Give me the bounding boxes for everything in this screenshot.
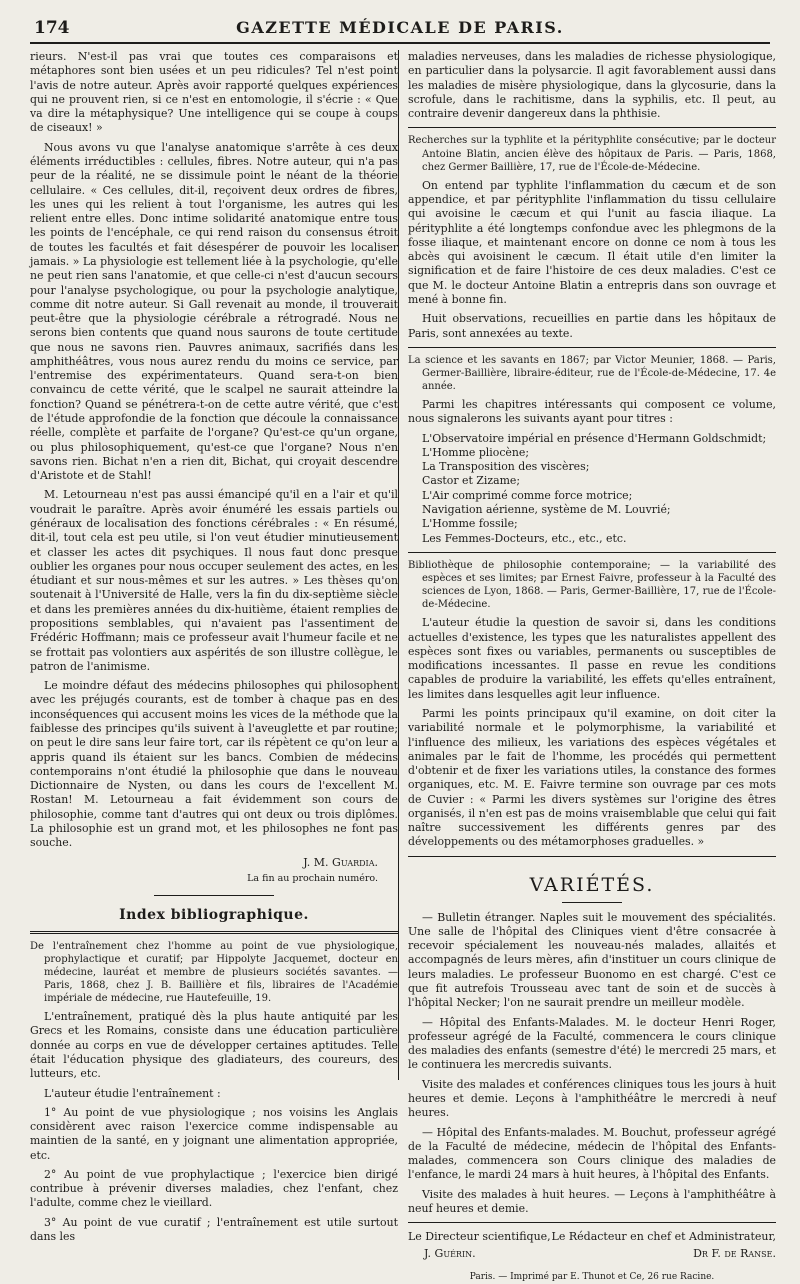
news-paragraph: Visite des malades à huit heures. — Leçons à l'amphithéâtre à neuf heures et demie. (408, 1187, 776, 1215)
title-underline (562, 902, 622, 903)
bibliography-entry-heading: Bibliothèque de philosophie contemporaine; — la variabilité des espèces et ses limites; par Ernest Faivre, professeur à la Faculté des sciences de Lyon, 1868. — Paris, Germer-Baillière, 17, rue de l'École-de-Médecine. (408, 559, 776, 611)
varietes-title: VARIÉTÉS. (529, 873, 655, 896)
entry-paragraph: Parmi les chapitres intéressants qui composent ce volume, nous signalerons les suivants ayant pour titres : (408, 398, 776, 426)
section-divider (154, 895, 274, 896)
article-paragraph: M. Letourneau n'est pas aussi émancipé qu'il en a l'air et qu'il voudrait le paraître. Après avoir énuméré les essais partiels ou généraux de localisation des fonctions cérébrales : « En résumé, dit-il, tout cela est peu utile, si l'on veut étudier minutieusement et classer les actes dit psychiques. Il nous faut donc presque oublier les organes pour nous occuper seulement des actes, en les étudiant et sur nous-mêmes et sur les autres. » Les thèses qu'on soutenait à l'Université de Halle, vers la fin du dix-septième siècle et dans les premières années du dix-huitième, étaient remplies de propositions semblables, qui n'avaient pas l'assentiment de Frédéric Hoffmann; mais ce professeur avait l'humeur facile et ne se frottait pas volontiers aux aspérités de son illustre collègue, le patron de l'animisme. (30, 488, 398, 673)
news-paragraph: — Hôpital des Enfants-malades. M. Bouchut, professeur agrégé de la Faculté de médecine, médecin de l'hôpital des Enfants-malades, commencera son Cours clinique des maladies de l'enfance, le mardi 24 mars à huit heures, à l'hôpital des Enfants. (408, 1125, 776, 1182)
article-paragraph: rieurs. N'est-il pas vrai que toutes ces comparaisons et métaphores sont bien usées et un peu ridicules? Tel n'est point l'avis de notre auteur. Après avoir rapporté quelques expériences qui ne prouvent rien, si ce n'est en entomologie, il s'écrie : « Que va dire la métaphysique? Une intelligence qui se coupe à coups de ciseaux! » (30, 50, 398, 135)
index-paragraph: 1° Au point de vue physiologique ; nos voisins les Anglais considèrent avec raison l'exercice comme indispensable au maintien de la santé, en y joignant une alimentation appropriée, etc. (30, 1105, 398, 1162)
list-item: L'Air comprimé comme force motrice; (422, 488, 633, 502)
author-signature: J. M. Guardia. (303, 856, 378, 870)
list-item: L'Homme fossile; (422, 517, 518, 531)
list-item: Navigation aérienne, système de M. Louvrié; (422, 503, 671, 517)
index-paragraph: 3° Au point de vue curatif ; l'entraînement est utile surtout dans les (30, 1215, 398, 1244)
list-item: L'Observatoire impérial en présence d'Hermann Goldschmidt; (422, 431, 767, 445)
editor-label: Le Rédacteur en chef et Administrateur, (551, 1230, 776, 1244)
editor-name: Dr F. de Ranse. (693, 1246, 776, 1260)
credits (408, 1229, 776, 1262)
credits-divider (408, 1222, 776, 1223)
double-rule (30, 931, 398, 934)
list-item: L'Homme pliocène; (422, 445, 530, 459)
printer-line: Paris. — Imprimé par E. Thunot et Ce, 26 rue Racine. (469, 1272, 715, 1283)
right-column (408, 50, 776, 1283)
continued-note: La fin au prochain numéro. (247, 872, 378, 884)
director-credit (408, 1229, 551, 1262)
article-paragraph: Le moindre défaut des médecins philosophes qui philosophent avec les préjugés courants, est de tomber à chaque pas en des inconséquences qui accusent moins les vices de la méthode que la faiblesse des principes qu'ils suivent à l'aveuglette et par routine; on peut le dire sans leur faire tort, car ils répètent ce qu'on leur a appris quand ils étaient sur les bancs. Combien de médecins contemporains n'ont étudié la philosophie que dans le nouveau Dictionnaire de Nysten, ou dans les cours de l'excellent M. Rostan! M. Letourneau a fait évidemment son cours de philosophie, comme tant d'autres qui ont deux ou trois diplômes. La philosophie est un grand mot, et les philosophes ne font pas souche. (30, 679, 398, 850)
bibliography-entry-heading: Recherches sur la typhlite et la pérityphlite consécutive; par le docteur Antoine Blatin, ancien élève des hôpitaux de Paris. — Paris, 1868, chez Germer Baillière, 17, rue de l'École-de-Médecine. (408, 135, 776, 173)
entry-divider (408, 347, 776, 348)
news-paragraph: — Hôpital des Enfants-Malades. M. le docteur Henri Roger, professeur agrégé de la Faculté, commencera le cours clinique des maladies des enfants (semestre d'été) le mercredi 25 mars, et le continuera les mercredis suivants. (408, 1015, 776, 1072)
entry-paragraph: L'auteur étudie la question de savoir si, dans les conditions actuelles d'existence, les types que les naturalistes appellent des espèces sont fixes ou variables, permanents ou susceptibles de modifications incessantes. Il passe en revue les conditions capables de produire la variabilité, les effets qu'elles entraînent, les limites dans lesquelles agit leur influence. (408, 616, 776, 701)
entry-paragraph: Parmi les points principaux qu'il examine, on doit citer la variabilité normale et le polymorphisme, la variabilité et l'influence des milieux, les variations des espèces végétales et animales par le fait de l'homme, les procédés qui permettent d'obtenir et de fixer les variations utiles, la constance des formes organiques, etc. M. E. Faivre termine son ouvrage par ces mots de Cuvier : « Parmi les divers systèmes sur l'origine des êtres organisés, il n'en est pas de moins vraisemblable que celui qui fait naître successivement les différents genres par des développements ou des métamorphoses graduelles. » (408, 706, 776, 849)
left-column (30, 50, 398, 1244)
list-item: Les Femmes-Docteurs, etc., etc., etc. (422, 531, 627, 545)
journal-title: GAZETTE MÉDICALE DE PARIS. (236, 18, 564, 37)
director-name: J. Guérin. (424, 1246, 476, 1260)
entry-divider (408, 127, 776, 128)
entry-paragraph: Huit observations, recueillies en partie dans les hôpitaux de Paris, sont annexées au texte. (408, 312, 776, 340)
index-paragraph: L'auteur étudie l'entraînement : (44, 1086, 221, 1100)
entry-paragraph: On entend par typhlite l'inflammation du cæcum et de son appendice, et par pérityphlite l'inflammation du tissu cellulaire qui avoisine le cæcum et qui l'unit au fascia iliaque. La pérityphlite a été longtemps confondue avec les phlegmons de la fosse iliaque, et maintenant encore on donne ce nom à tous les abcès qui avoisinent le cæcum. Il était utile d'en limiter la signification et de faire l'histoire de ces deux maladies. C'est ce que M. le docteur Antoine Blatin a entrepris dans son ouvrage et mené à bonne fin. (408, 178, 776, 306)
index-title: Index bibliographique. (119, 907, 309, 924)
list-item: La Transposition des viscères; (422, 460, 590, 474)
news-paragraph: Visite des malades et conférences cliniques tous les jours à huit heures et demie. Leçons à l'amphithéâtre le mercredi à neuf heures. (408, 1077, 776, 1120)
page-header (30, 14, 770, 44)
page-number: 174 (34, 18, 70, 38)
director-label: Le Directeur scientifique, (408, 1230, 551, 1244)
index-paragraph: L'entraînement, pratiqué dès la plus haute antiquité par les Grecs et les Romains, consiste dans une éducation particulière donnée au corps en vue de développer certaines aptitudes. Telle était l'éducation physique des gladiateurs, des coureurs, des lutteurs, etc. (30, 1010, 398, 1081)
bibliography-entry-heading: De l'entraînement chez l'homme au point de vue physiologique, prophylactique et curatif; par Hippolyte Jacquemet, docteur en médecine, lauréat et membre de plusieurs sociétés savantes. — Paris, 1868, chez J. B. Baillière et fils, libraires de l'Académie impériale de médecine, rue Hautefeuille, 19. (30, 940, 398, 1005)
bibliography-entry-heading: La science et les savants en 1867; par Victor Meunier, 1868. — Paris, Germer-Baillière, libraire-éditeur, rue de l'École-de-Médecine, 17. 4e année. (408, 354, 776, 392)
entry-divider (408, 552, 776, 553)
column-divider (398, 50, 399, 1080)
list-item: Castor et Zizame; (422, 474, 521, 488)
article-paragraph: Nous avons vu que l'analyse anatomique s'arrête à ces deux éléments irréductibles : cellules, fibres. Notre auteur, qui n'a pas peur de la réalité, ne se dissimule point le néant de la théorie cellulaire. « Ces cellules, dit-il, reçoivent deux ordres de fibres, les unes qui les relient à tout l'organisme, les autres qui les relient entre elles. Donc intime solidarité anatomique entre tous les points de l'encéphale, ce qui rend raison du consensus étroit de toutes les facultés et fait désespérer de pouvoir les localiser jamais. » La physiologie est tellement liée à la psychologie, qu'elle ne peut rien sans l'anatomie, et que celle-ci n'est d'aucun secours pour l'analyse psychologique, ou pour la psychologie analytique, comme dit notre auteur. Si Gall revenait au monde, il trouverait peut-être que la physiologie cérébrale a rétrogradé. Nous ne serons bien contents que quand nous saurons de toute certitude que nous ne savons rien. Pauvres animaux, sacrifiés dans les amphithéâtres, vous nous aurez rendu du moins ce service, par l'entremise des expérimentateurs. Quand sera-t-on bien convaincu de cette vérité, que le scalpel ne saurait atteindre la fonction? Quand se pénétrera-t-on de cette autre vérité, que c'est de l'étude approfondie de la fonction que découle la connaissance réelle, complète et parfaite de l'organe? Qu'est-ce qu'un organe, ou plus philosophiquement, qu'est-ce que l'organe? Nous n'en savons rien. Bichat n'en a rien dit, Bichat, qui croyait descendre d'Aristote et de Stahl! (30, 140, 398, 483)
continuation-paragraph: maladies nerveuses, dans les maladies de richesse physiologique, en particulier dans la polysarcie. Il agit favorablement aussi dans les maladies de misère physiologique, dans la glycosurie, dans la scrofule, dans le rachitisme, dans la syphilis, etc. Il peut, au contraire devenir dangereux dans la phthisie. (408, 50, 776, 121)
section-divider (408, 856, 776, 857)
index-paragraph: 2° Au point de vue prophylactique ; l'exercice bien dirigé contribue à prévenir diverses maladies, chez l'enfant, chez l'adulte, comme chez le vieillard. (30, 1167, 398, 1210)
editor-credit (552, 1229, 776, 1262)
news-paragraph: — Bulletin étranger. Naples suit le mouvement des spécialités. Une salle de l'hôpital des Cliniques vient d'être consacrée à recevoir spécialement les nouveau-nés malades, allaités et accompagnés de leurs mères, afin d'instituer un cours clinique de leurs maladies. Le professeur Buonomo en est chargé. C'est ce que fit autrefois Trousseau avec tant de soin et de succès à l'hôpital Necker; l'on ne saurait prendre un meilleur modèle. (408, 910, 776, 1010)
chapter-list (422, 432, 776, 546)
